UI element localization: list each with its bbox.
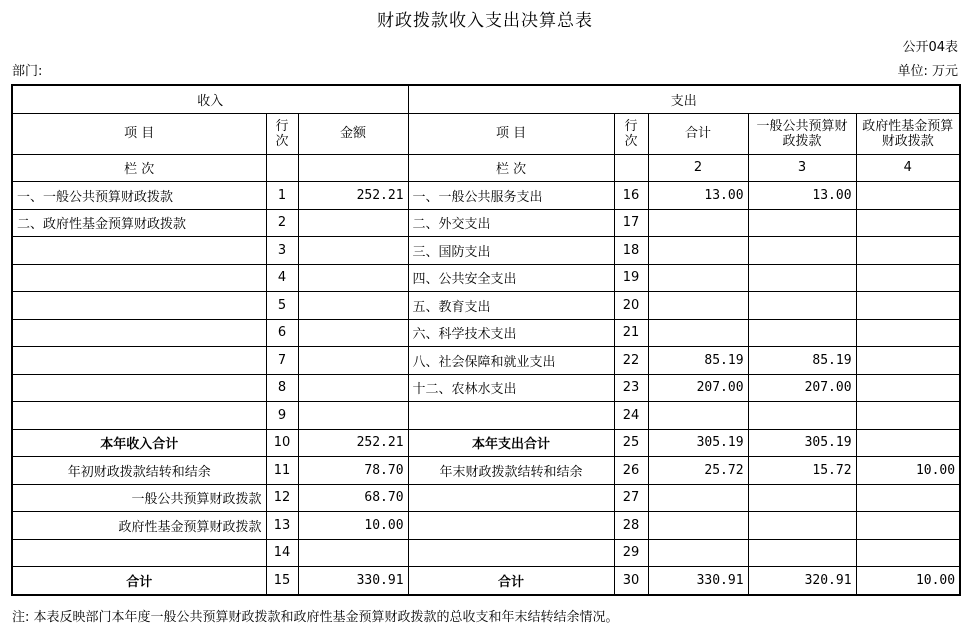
expense-row-no-cell: 22 (614, 347, 648, 375)
expense-total-header: 合计 (648, 113, 748, 154)
income-row-no-cell: 3 (266, 237, 298, 265)
expense-total-cell: 207.00 (648, 374, 748, 402)
income-amount-cell (298, 292, 408, 320)
expense-row-no-cell: 19 (614, 264, 648, 292)
expense-item-cell: 五、教育支出 (408, 292, 614, 320)
table-row (12, 209, 960, 237)
table-row (12, 374, 960, 402)
expense-row-no-cell: 30 (614, 567, 648, 595)
expense-total-cell: 85.19 (648, 347, 748, 375)
general-budget-header: 一般公共预算财政拨款 (748, 113, 856, 154)
expense-row-no-cell: 17 (614, 209, 648, 237)
gov-fund-cell (856, 319, 960, 347)
gov-fund-cell (856, 292, 960, 320)
table-row (12, 292, 960, 320)
expense-item-cell: 四、公共安全支出 (408, 264, 614, 292)
general-budget-cell (748, 237, 856, 265)
expense-item-cell: 二、外交支出 (408, 209, 614, 237)
general-budget-cell (748, 209, 856, 237)
expense-item-cell: 三、国防支出 (408, 237, 614, 265)
gov-fund-cell (856, 347, 960, 375)
income-row-no-cell: 11 (266, 457, 298, 485)
income-amount-blank (298, 154, 408, 182)
income-item-cell (12, 402, 266, 430)
income-amount-cell (298, 237, 408, 265)
table-row (12, 567, 960, 595)
income-row-no-cell: 14 (266, 539, 298, 567)
general-budget-cell: 15.72 (748, 457, 856, 485)
expense-total-cell (648, 264, 748, 292)
header-row-1 (12, 85, 960, 113)
table-row (12, 429, 960, 457)
income-row-no-cell: 9 (266, 402, 298, 430)
col-index-3: 3 (748, 154, 856, 182)
department-label: 部门: (12, 64, 43, 79)
gov-fund-header: 政府性基金预算财政拨款 (856, 113, 960, 154)
expense-row-no-cell: 25 (614, 429, 648, 457)
general-budget-cell (748, 512, 856, 540)
expense-item-header: 项 目 (408, 113, 614, 154)
expense-row-no-cell: 16 (614, 182, 648, 210)
expense-total-cell (648, 539, 748, 567)
expense-item-cell: 六、科学技术支出 (408, 319, 614, 347)
general-budget-cell: 85.19 (748, 347, 856, 375)
income-amount-cell: 252.21 (298, 182, 408, 210)
income-amount-cell: 252.21 (298, 429, 408, 457)
income-amount-cell: 330.91 (298, 567, 408, 595)
table-row (12, 237, 960, 265)
table-row (12, 539, 960, 567)
table-row (12, 484, 960, 512)
income-amount-cell: 68.70 (298, 484, 408, 512)
general-budget-cell: 320.91 (748, 567, 856, 595)
income-amount-cell (298, 319, 408, 347)
expense-item-cell: 合计 (408, 567, 614, 595)
income-row-no-cell: 7 (266, 347, 298, 375)
gov-fund-cell (856, 374, 960, 402)
gov-fund-cell: 10.00 (856, 567, 960, 595)
income-amount-cell (298, 539, 408, 567)
income-item-cell (12, 292, 266, 320)
income-item-cell (12, 264, 266, 292)
expense-total-cell: 305.19 (648, 429, 748, 457)
income-item-cell (12, 374, 266, 402)
expense-total-cell: 25.72 (648, 457, 748, 485)
expense-total-cell (648, 292, 748, 320)
col-index-4: 4 (856, 154, 960, 182)
income-row-no-cell: 1 (266, 182, 298, 210)
header-row-3 (12, 154, 960, 182)
general-budget-cell (748, 402, 856, 430)
table-row (12, 457, 960, 485)
income-item-header: 项 目 (12, 113, 266, 154)
header-row-2 (12, 113, 960, 154)
income-header: 收入 (12, 85, 408, 113)
income-item-cell: 合计 (12, 567, 266, 595)
expense-total-cell (648, 484, 748, 512)
gov-fund-cell (856, 429, 960, 457)
general-budget-cell (748, 319, 856, 347)
income-amount-header: 金额 (298, 113, 408, 154)
income-amount-cell: 78.70 (298, 457, 408, 485)
gov-fund-cell (856, 484, 960, 512)
expense-item-cell (408, 402, 614, 430)
expense-item-cell: 本年支出合计 (408, 429, 614, 457)
income-item-cell (12, 347, 266, 375)
expense-total-cell: 330.91 (648, 567, 748, 595)
expense-row-no-cell: 21 (614, 319, 648, 347)
income-amount-cell: 10.00 (298, 512, 408, 540)
income-amount-cell (298, 264, 408, 292)
income-row-no-header: 行次 (266, 113, 298, 154)
gov-fund-cell (856, 264, 960, 292)
expense-row-no-cell: 26 (614, 457, 648, 485)
form-number: 公开04表 (902, 40, 958, 55)
col-index-2: 2 (648, 154, 748, 182)
income-item-cell: 二、政府性基金预算财政拨款 (12, 209, 266, 237)
income-item-cell: 一、一般公共预算财政拨款 (12, 182, 266, 210)
footnote: 注: 本表反映部门本年度一般公共预算财政拨款和政府性基金预算财政拨款的总收支和年末结转结余情况。 (12, 610, 619, 625)
expense-row-no-cell: 28 (614, 512, 648, 540)
income-item-cell (12, 539, 266, 567)
income-item-cell: 本年收入合计 (12, 429, 266, 457)
expense-total-cell (648, 512, 748, 540)
general-budget-cell (748, 264, 856, 292)
income-amount-cell (298, 374, 408, 402)
income-row-no-cell: 4 (266, 264, 298, 292)
gov-fund-cell (856, 512, 960, 540)
expense-row-no-cell: 20 (614, 292, 648, 320)
expense-item-cell (408, 539, 614, 567)
gov-fund-cell (856, 539, 960, 567)
expense-column-label: 栏 次 (408, 154, 614, 182)
income-row-no-cell: 8 (266, 374, 298, 402)
income-item-cell (12, 319, 266, 347)
expense-row-no-cell: 24 (614, 402, 648, 430)
income-item-cell: 政府性基金预算财政拨款 (12, 512, 266, 540)
income-row-no-cell: 12 (266, 484, 298, 512)
income-item-cell: 年初财政拨款结转和结余 (12, 457, 266, 485)
expense-row-no-cell: 27 (614, 484, 648, 512)
expense-item-cell (408, 512, 614, 540)
expense-total-cell (648, 319, 748, 347)
expense-total-cell: 13.00 (648, 182, 748, 210)
general-budget-cell (748, 539, 856, 567)
budget-table (11, 84, 961, 596)
income-amount-cell (298, 347, 408, 375)
expense-item-cell: 十二、农林水支出 (408, 374, 614, 402)
general-budget-cell: 13.00 (748, 182, 856, 210)
expense-row-no-header: 行次 (614, 113, 648, 154)
gov-fund-cell (856, 237, 960, 265)
table-row (12, 182, 960, 210)
gov-fund-cell: 10.00 (856, 457, 960, 485)
income-row-no-cell: 6 (266, 319, 298, 347)
gov-fund-cell (856, 182, 960, 210)
expense-item-cell (408, 484, 614, 512)
general-budget-cell (748, 292, 856, 320)
expense-total-cell (648, 402, 748, 430)
income-item-cell (12, 237, 266, 265)
income-row-no-cell: 10 (266, 429, 298, 457)
expense-item-cell: 年末财政拨款结转和结余 (408, 457, 614, 485)
unit-label: 单位: 万元 (897, 64, 958, 79)
gov-fund-cell (856, 209, 960, 237)
expense-total-cell (648, 237, 748, 265)
income-row-no-cell: 13 (266, 512, 298, 540)
table-row (12, 402, 960, 430)
general-budget-cell (748, 484, 856, 512)
income-amount-cell (298, 402, 408, 430)
income-row-no-cell: 2 (266, 209, 298, 237)
table-row (12, 319, 960, 347)
expense-row-no-cell: 18 (614, 237, 648, 265)
income-row-no-cell: 15 (266, 567, 298, 595)
income-column-blank (266, 154, 298, 182)
report-title: 财政拨款收入支出决算总表 (377, 11, 593, 31)
expense-item-cell: 一、一般公共服务支出 (408, 182, 614, 210)
income-amount-cell (298, 209, 408, 237)
expense-header: 支出 (408, 85, 960, 113)
expense-total-cell (648, 209, 748, 237)
table-row (12, 512, 960, 540)
expense-column-blank (614, 154, 648, 182)
expense-row-no-cell: 29 (614, 539, 648, 567)
income-row-no-cell: 5 (266, 292, 298, 320)
table-row (12, 347, 960, 375)
income-item-cell: 一般公共预算财政拨款 (12, 484, 266, 512)
general-budget-cell: 207.00 (748, 374, 856, 402)
gov-fund-cell (856, 402, 960, 430)
table-row (12, 264, 960, 292)
expense-item-cell: 八、社会保障和就业支出 (408, 347, 614, 375)
income-column-label: 栏 次 (12, 154, 266, 182)
general-budget-cell: 305.19 (748, 429, 856, 457)
expense-row-no-cell: 23 (614, 374, 648, 402)
